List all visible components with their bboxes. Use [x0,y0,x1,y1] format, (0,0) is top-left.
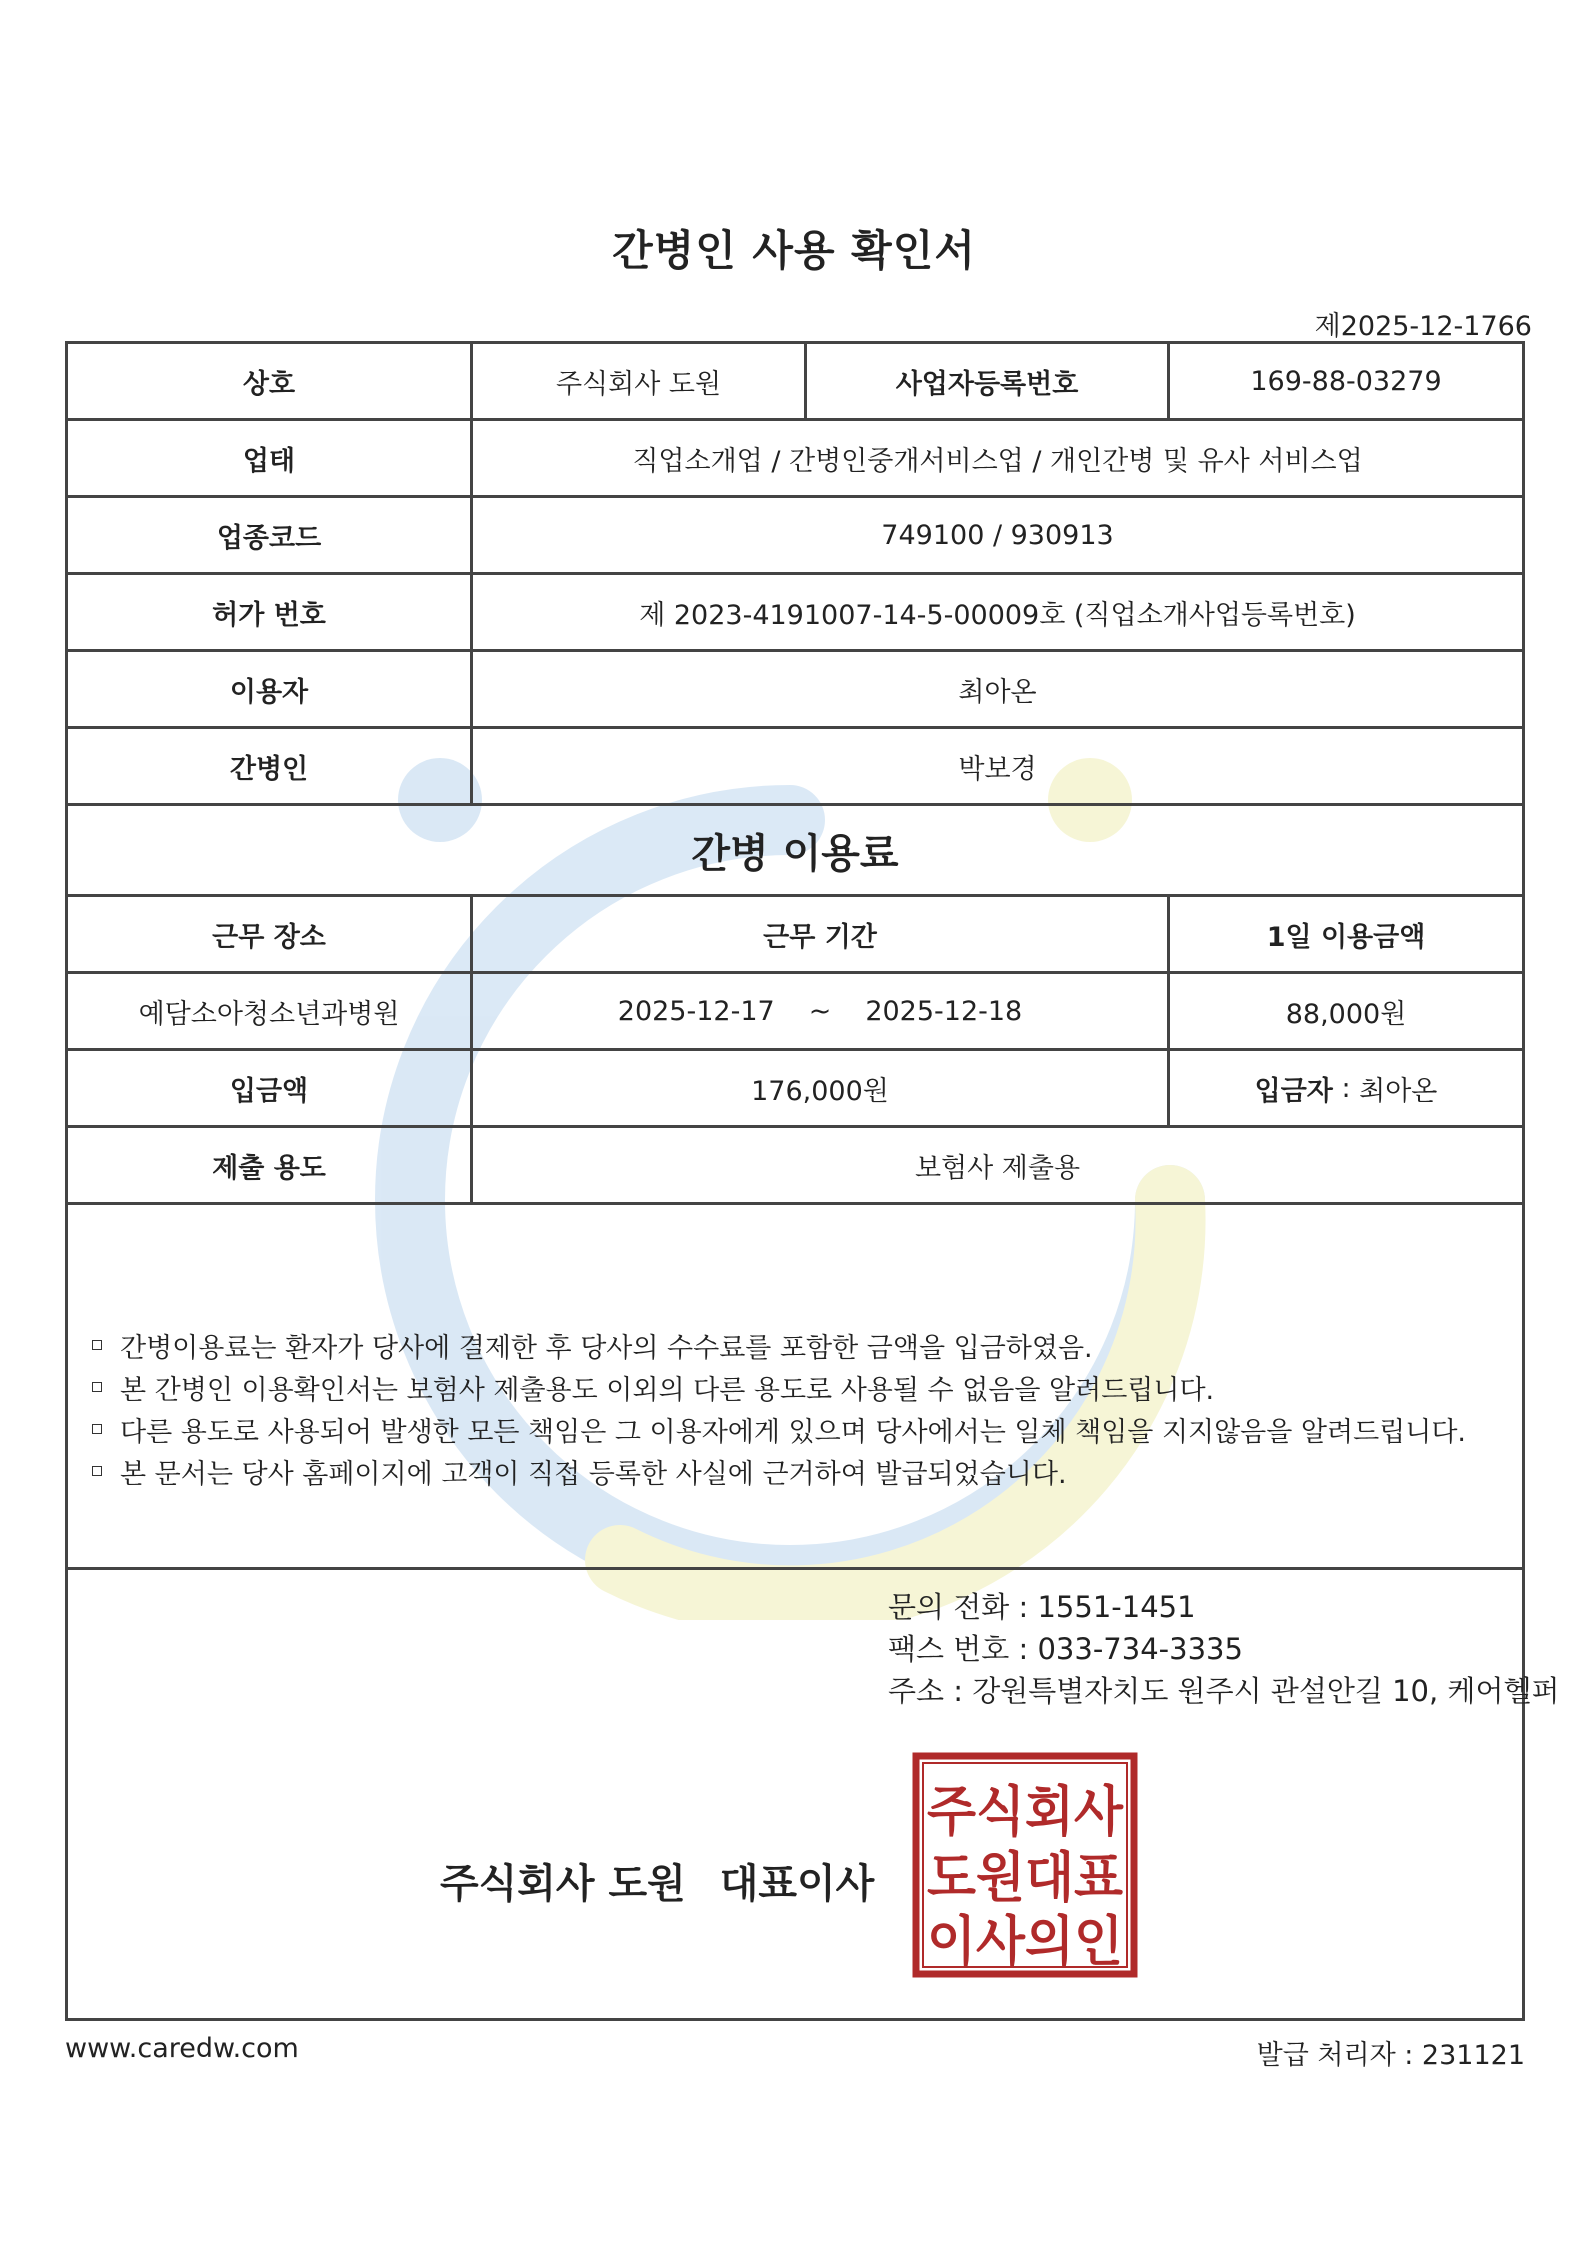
location-label: 근무 장소 [65,894,473,974]
website-link[interactable]: www.caredw.com [65,2033,299,2064]
deposit-value: 176,000원 [470,1048,1170,1128]
signature-company: 주식회사 도원 [440,1861,686,1907]
note-text: 간병이용료는 환자가 당사에 결제한 후 당사의 수수료를 포함한 금액을 입금하였음. [120,1332,1093,1364]
caregiver-value: 박보경 [470,726,1525,806]
svg-text:주식회사: 주식회사 [927,1780,1124,1843]
contact-info [888,1586,1559,1712]
industry-code-value: 749100 / 930913 [470,495,1525,575]
period-value [470,971,1170,1051]
note-item [92,1366,1466,1408]
period-label: 근무 기간 [470,894,1170,974]
industry-code-label: 업종코드 [65,495,473,575]
square-bullet-icon [92,1340,102,1350]
period-separator: ~ [808,995,832,1027]
business-type-value: 직업소개업 / 간병인중개서비스업 / 개인간병 및 유사 서비스업 [470,418,1525,498]
period-end: 2025-12-18 [865,995,1023,1027]
signature-title: 대표이사 [719,1861,875,1907]
note-item [92,1408,1466,1450]
depositor-cell [1167,1048,1525,1128]
company-signature [440,1852,874,1909]
depositor-separator: : [1332,1072,1360,1104]
note-text: 본 문서는 당사 홈페이지에 고객이 직접 등록한 사실에 근거하여 발급되었습니다. [120,1458,1067,1490]
permit-value: 제 2023-4191007-14-5-00009호 (직업소개사업등록번호) [470,572,1525,652]
square-bullet-icon [92,1424,102,1434]
square-bullet-icon [92,1382,102,1392]
issuer-info: 발급 처리자 : 231121 [1256,2040,1525,2071]
daily-amount-label: 1일 이용금액 [1167,894,1525,974]
note-item [92,1324,1466,1366]
company-label: 상호 [65,341,473,421]
user-value: 최아온 [470,649,1525,729]
purpose-value: 보험사 제출용 [470,1125,1525,1205]
user-label: 이용자 [65,649,473,729]
contact-fax: 팩스 번호 : 033-734-3335 [888,1632,1243,1666]
company-value: 주식회사 도원 [470,341,807,421]
note-text: 다른 용도로 사용되어 발생한 모든 책임은 그 이용자에게 있으며 당사에서는 일체 책임을 지지않음을 알려드립니다. [120,1416,1467,1448]
daily-amount-value: 88,000원 [1167,971,1525,1051]
svg-text:도원대표: 도원대표 [927,1846,1123,1909]
deposit-label: 입금액 [65,1048,473,1128]
depositor-label: 입금자 [1254,1075,1333,1107]
company-seal-stamp [912,1752,1138,1978]
notes-list [92,1324,1466,1492]
document-number: 제2025-12-1766 [1314,311,1532,342]
contact-address: 주소 : 강원특별자치도 원주시 관설안길 10, 케어헬퍼 [888,1674,1560,1708]
fee-section-title: 간병 이용료 [65,803,1525,897]
period-start: 2025-12-17 [617,995,775,1027]
biz-reg-label: 사업자등록번호 [804,341,1170,421]
purpose-label: 제출 용도 [65,1125,473,1205]
permit-label: 허가 번호 [65,572,473,652]
svg-text:이사의인: 이사의인 [927,1910,1123,1973]
caregiver-label: 간병인 [65,726,473,806]
note-text: 본 간병인 이용확인서는 보험사 제출용도 이외의 다른 용도로 사용될 수 없음을 알려드립니다. [120,1374,1215,1406]
biz-reg-value: 169-88-03279 [1167,341,1525,421]
business-type-label: 업태 [65,418,473,498]
square-bullet-icon [92,1466,102,1476]
contact-phone: 문의 전화 : 1551-1451 [888,1590,1196,1624]
note-item [92,1450,1466,1492]
depositor-value: 최아온 [1359,1075,1438,1107]
document-title: 간병인 사용 확인서 [612,226,976,275]
location-value: 예담소아청소년과병원 [65,971,473,1051]
